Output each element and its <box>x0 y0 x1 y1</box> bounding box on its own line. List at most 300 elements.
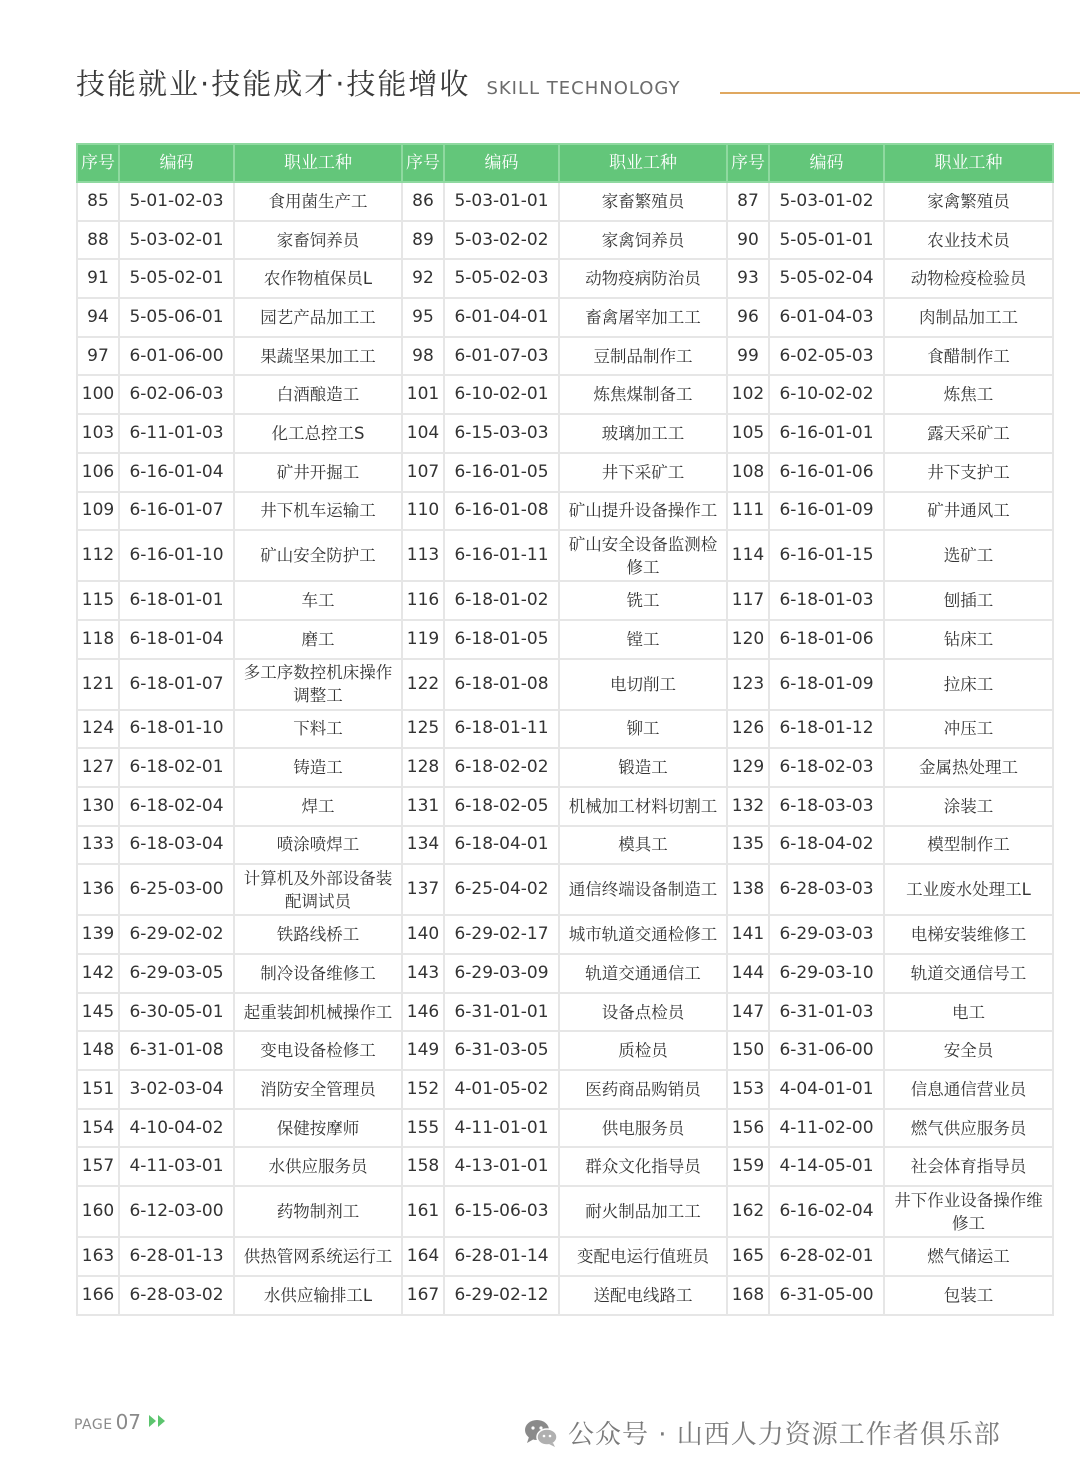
table-row <box>77 581 1053 620</box>
cell-occupation: 喷涂喷焊工 <box>234 826 402 865</box>
cell-code: 6-16-01-07 <box>119 492 234 531</box>
page-indicator <box>74 1410 169 1434</box>
cell-occupation: 白酒酿造工 <box>234 375 402 414</box>
cell-code: 6-31-01-03 <box>769 993 884 1032</box>
cell-seq: 160 <box>77 1186 119 1237</box>
table-row <box>77 620 1053 659</box>
cell-seq: 159 <box>727 1147 769 1186</box>
cell-seq: 144 <box>727 954 769 993</box>
cell-occupation: 磨工 <box>234 620 402 659</box>
cell-code: 6-29-03-10 <box>769 954 884 993</box>
cell-occupation: 食醋制作工 <box>884 337 1053 376</box>
cell-occupation: 冲压工 <box>884 710 1053 749</box>
cell-occupation: 矿井开掘工 <box>234 453 402 492</box>
cell-occupation: 信息通信营业员 <box>884 1070 1053 1109</box>
cell-occupation: 涂装工 <box>884 787 1053 826</box>
table-row <box>77 710 1053 749</box>
table-row <box>77 259 1053 298</box>
table-row <box>77 826 1053 865</box>
cell-seq: 119 <box>402 620 444 659</box>
cell-seq: 152 <box>402 1070 444 1109</box>
table-row <box>77 1109 1053 1148</box>
column-header: 序号 <box>727 144 769 182</box>
column-header: 编码 <box>444 144 559 182</box>
cell-seq: 141 <box>727 915 769 954</box>
cell-occupation: 果蔬坚果加工工 <box>234 337 402 376</box>
cell-seq: 133 <box>77 826 119 865</box>
watermark <box>524 1414 1001 1451</box>
cell-code: 6-18-01-01 <box>119 581 234 620</box>
cell-seq: 123 <box>727 659 769 710</box>
cell-occupation: 送配电线路工 <box>559 1276 727 1315</box>
column-header: 职业工种 <box>559 144 727 182</box>
cell-seq: 95 <box>402 298 444 337</box>
column-header: 序号 <box>77 144 119 182</box>
cell-occupation: 燃气储运工 <box>884 1237 1053 1276</box>
cell-code: 6-28-03-03 <box>769 864 884 915</box>
cell-code: 5-01-02-03 <box>119 182 234 221</box>
cell-code: 5-05-06-01 <box>119 298 234 337</box>
cell-occupation: 玻璃加工工 <box>559 414 727 453</box>
cell-code: 6-28-02-01 <box>769 1237 884 1276</box>
cell-occupation: 计算机及外部设备装配调试员 <box>234 864 402 915</box>
cell-code: 6-18-01-06 <box>769 620 884 659</box>
cell-occupation: 豆制品制作工 <box>559 337 727 376</box>
page-number: 07 <box>115 1410 142 1434</box>
column-header: 编码 <box>119 144 234 182</box>
cell-code: 4-11-02-00 <box>769 1109 884 1148</box>
cell-code: 6-31-01-08 <box>119 1031 234 1070</box>
cell-code: 6-29-02-02 <box>119 915 234 954</box>
table-row <box>77 375 1053 414</box>
cell-occupation: 通信终端设备制造工 <box>559 864 727 915</box>
cell-occupation: 锻造工 <box>559 748 727 787</box>
cell-seq: 86 <box>402 182 444 221</box>
cell-occupation: 铁路线桥工 <box>234 915 402 954</box>
cell-code: 6-01-04-01 <box>444 298 559 337</box>
cell-seq: 165 <box>727 1237 769 1276</box>
cell-occupation: 露天采矿工 <box>884 414 1053 453</box>
cell-code: 5-05-02-01 <box>119 259 234 298</box>
cell-seq: 93 <box>727 259 769 298</box>
table-row <box>77 414 1053 453</box>
cell-occupation: 家禽繁殖员 <box>884 182 1053 221</box>
cell-seq: 138 <box>727 864 769 915</box>
cell-seq: 161 <box>402 1186 444 1237</box>
cell-occupation: 工业废水处理工L <box>884 864 1053 915</box>
cell-seq: 112 <box>77 530 119 581</box>
cell-occupation: 水供应服务员 <box>234 1147 402 1186</box>
cell-occupation: 机械加工材料切割工 <box>559 787 727 826</box>
cell-code: 5-05-02-04 <box>769 259 884 298</box>
cell-occupation: 动物检疫检验员 <box>884 259 1053 298</box>
header-divider <box>720 92 1080 94</box>
cell-code: 6-18-03-03 <box>769 787 884 826</box>
cell-occupation: 电工 <box>884 993 1053 1032</box>
cell-occupation: 社会体育指导员 <box>884 1147 1053 1186</box>
cell-seq: 134 <box>402 826 444 865</box>
header-title: 技能就业·技能成才·技能增收 <box>76 67 471 101</box>
cell-code: 6-16-01-08 <box>444 492 559 531</box>
cell-code: 6-01-06-00 <box>119 337 234 376</box>
table-row <box>77 748 1053 787</box>
cell-seq: 130 <box>77 787 119 826</box>
cell-seq: 139 <box>77 915 119 954</box>
cell-seq: 122 <box>402 659 444 710</box>
cell-code: 6-18-03-04 <box>119 826 234 865</box>
cell-code: 6-02-05-03 <box>769 337 884 376</box>
cell-code: 5-03-01-02 <box>769 182 884 221</box>
cell-seq: 118 <box>77 620 119 659</box>
cell-code: 6-31-05-00 <box>769 1276 884 1315</box>
cell-seq: 128 <box>402 748 444 787</box>
cell-seq: 146 <box>402 993 444 1032</box>
table-row <box>77 337 1053 376</box>
cell-seq: 115 <box>77 581 119 620</box>
cell-code: 6-18-04-01 <box>444 826 559 865</box>
table-row <box>77 530 1053 581</box>
cell-seq: 97 <box>77 337 119 376</box>
cell-seq: 99 <box>727 337 769 376</box>
cell-seq: 87 <box>727 182 769 221</box>
cell-code: 6-18-01-10 <box>119 710 234 749</box>
cell-occupation: 选矿工 <box>884 530 1053 581</box>
cell-code: 6-18-01-07 <box>119 659 234 710</box>
cell-seq: 137 <box>402 864 444 915</box>
cell-seq: 166 <box>77 1276 119 1315</box>
cell-seq: 105 <box>727 414 769 453</box>
cell-code: 5-05-02-03 <box>444 259 559 298</box>
cell-seq: 85 <box>77 182 119 221</box>
table-row <box>77 298 1053 337</box>
cell-occupation: 设备点检员 <box>559 993 727 1032</box>
cell-code: 6-29-02-17 <box>444 915 559 954</box>
cell-occupation: 燃气供应服务员 <box>884 1109 1053 1148</box>
cell-seq: 106 <box>77 453 119 492</box>
cell-occupation: 下料工 <box>234 710 402 749</box>
cell-seq: 164 <box>402 1237 444 1276</box>
cell-occupation: 车工 <box>234 581 402 620</box>
cell-code: 4-10-04-02 <box>119 1109 234 1148</box>
cell-occupation: 镗工 <box>559 620 727 659</box>
cell-occupation: 变电设备检修工 <box>234 1031 402 1070</box>
table-row <box>77 1031 1053 1070</box>
cell-occupation: 矿山安全防护工 <box>234 530 402 581</box>
cell-seq: 91 <box>77 259 119 298</box>
table-row <box>77 453 1053 492</box>
cell-seq: 162 <box>727 1186 769 1237</box>
cell-code: 6-29-03-03 <box>769 915 884 954</box>
cell-occupation: 水供应输排工L <box>234 1276 402 1315</box>
cell-occupation: 保健按摩师 <box>234 1109 402 1148</box>
cell-code: 6-28-01-13 <box>119 1237 234 1276</box>
cell-seq: 108 <box>727 453 769 492</box>
cell-seq: 158 <box>402 1147 444 1186</box>
cell-occupation: 模具工 <box>559 826 727 865</box>
cell-code: 6-16-01-05 <box>444 453 559 492</box>
table-row <box>77 1237 1053 1276</box>
cell-occupation: 变配电运行值班员 <box>559 1237 727 1276</box>
cell-occupation: 药物制剂工 <box>234 1186 402 1237</box>
cell-occupation: 包装工 <box>884 1276 1053 1315</box>
cell-code: 6-28-01-14 <box>444 1237 559 1276</box>
cell-occupation: 农作物植保员L <box>234 259 402 298</box>
cell-code: 6-18-01-08 <box>444 659 559 710</box>
page-label: PAGE <box>74 1417 113 1433</box>
cell-occupation: 消防安全管理员 <box>234 1070 402 1109</box>
cell-seq: 155 <box>402 1109 444 1148</box>
cell-occupation: 铣工 <box>559 581 727 620</box>
table-row <box>77 915 1053 954</box>
cell-code: 6-18-02-02 <box>444 748 559 787</box>
column-header: 序号 <box>402 144 444 182</box>
cell-seq: 110 <box>402 492 444 531</box>
cell-code: 6-18-01-12 <box>769 710 884 749</box>
watermark-text: 公众号 · 山西人力资源工作者俱乐部 <box>568 1420 1001 1450</box>
cell-seq: 114 <box>727 530 769 581</box>
cell-seq: 101 <box>402 375 444 414</box>
column-header: 编码 <box>769 144 884 182</box>
cell-code: 6-18-01-04 <box>119 620 234 659</box>
table-row <box>77 182 1053 221</box>
cell-occupation: 炼焦煤制备工 <box>559 375 727 414</box>
cell-seq: 126 <box>727 710 769 749</box>
cell-occupation: 刨插工 <box>884 581 1053 620</box>
cell-seq: 167 <box>402 1276 444 1315</box>
cell-seq: 150 <box>727 1031 769 1070</box>
cell-code: 3-02-03-04 <box>119 1070 234 1109</box>
cell-code: 6-25-04-02 <box>444 864 559 915</box>
cell-occupation: 钻床工 <box>884 620 1053 659</box>
cell-occupation: 群众文化指导员 <box>559 1147 727 1186</box>
cell-seq: 168 <box>727 1276 769 1315</box>
cell-occupation: 质检员 <box>559 1031 727 1070</box>
cell-occupation: 矿井通风工 <box>884 492 1053 531</box>
column-header: 职业工种 <box>884 144 1053 182</box>
cell-code: 6-29-03-05 <box>119 954 234 993</box>
cell-code: 6-29-02-12 <box>444 1276 559 1315</box>
cell-occupation: 家禽饲养员 <box>559 221 727 260</box>
cell-code: 6-31-03-05 <box>444 1031 559 1070</box>
double-arrow-icon <box>147 1413 169 1433</box>
table-row <box>77 1070 1053 1109</box>
cell-code: 6-10-02-01 <box>444 375 559 414</box>
cell-seq: 142 <box>77 954 119 993</box>
cell-seq: 151 <box>77 1070 119 1109</box>
cell-code: 6-15-06-03 <box>444 1186 559 1237</box>
cell-seq: 124 <box>77 710 119 749</box>
cell-seq: 94 <box>77 298 119 337</box>
page-header <box>76 62 680 102</box>
cell-occupation: 供热管网系统运行工 <box>234 1237 402 1276</box>
cell-seq: 98 <box>402 337 444 376</box>
table-row <box>77 1276 1053 1315</box>
cell-occupation: 动物疫病防治员 <box>559 259 727 298</box>
cell-seq: 135 <box>727 826 769 865</box>
cell-seq: 145 <box>77 993 119 1032</box>
cell-code: 6-28-03-02 <box>119 1276 234 1315</box>
cell-occupation: 焊工 <box>234 787 402 826</box>
column-header: 职业工种 <box>234 144 402 182</box>
cell-occupation: 井下机车运输工 <box>234 492 402 531</box>
cell-code: 5-05-01-01 <box>769 221 884 260</box>
cell-seq: 140 <box>402 915 444 954</box>
cell-seq: 113 <box>402 530 444 581</box>
cell-code: 6-12-03-00 <box>119 1186 234 1237</box>
cell-occupation: 化工总控工S <box>234 414 402 453</box>
cell-code: 6-16-01-10 <box>119 530 234 581</box>
cell-code: 6-15-03-03 <box>444 414 559 453</box>
table-body <box>77 182 1053 1315</box>
cell-occupation: 农业技术员 <box>884 221 1053 260</box>
cell-occupation: 园艺产品加工工 <box>234 298 402 337</box>
cell-code: 6-31-01-01 <box>444 993 559 1032</box>
cell-code: 6-25-03-00 <box>119 864 234 915</box>
cell-occupation: 金属热处理工 <box>884 748 1053 787</box>
cell-occupation: 起重装卸机械操作工 <box>234 993 402 1032</box>
cell-code: 6-18-01-09 <box>769 659 884 710</box>
cell-occupation: 畜禽屠宰加工工 <box>559 298 727 337</box>
cell-occupation: 炼焦工 <box>884 375 1053 414</box>
cell-occupation: 城市轨道交通检修工 <box>559 915 727 954</box>
table-header-row <box>77 144 1053 182</box>
occupation-table <box>76 143 1054 1316</box>
cell-code: 6-16-01-11 <box>444 530 559 581</box>
cell-occupation: 铸造工 <box>234 748 402 787</box>
cell-occupation: 电切削工 <box>559 659 727 710</box>
cell-occupation: 安全员 <box>884 1031 1053 1070</box>
table-row <box>77 993 1053 1032</box>
cell-code: 6-18-02-04 <box>119 787 234 826</box>
cell-seq: 131 <box>402 787 444 826</box>
cell-seq: 156 <box>727 1109 769 1148</box>
cell-seq: 102 <box>727 375 769 414</box>
cell-seq: 163 <box>77 1237 119 1276</box>
cell-occupation: 家畜繁殖员 <box>559 182 727 221</box>
cell-occupation: 医药商品购销员 <box>559 1070 727 1109</box>
cell-code: 6-18-04-02 <box>769 826 884 865</box>
cell-code: 6-30-05-01 <box>119 993 234 1032</box>
table-row <box>77 954 1053 993</box>
cell-seq: 120 <box>727 620 769 659</box>
table-row <box>77 1147 1053 1186</box>
cell-seq: 96 <box>727 298 769 337</box>
cell-seq: 111 <box>727 492 769 531</box>
cell-occupation: 铆工 <box>559 710 727 749</box>
cell-seq: 90 <box>727 221 769 260</box>
cell-occupation: 电梯安装维修工 <box>884 915 1053 954</box>
cell-seq: 153 <box>727 1070 769 1109</box>
cell-code: 6-31-06-00 <box>769 1031 884 1070</box>
cell-code: 6-01-07-03 <box>444 337 559 376</box>
cell-code: 4-14-05-01 <box>769 1147 884 1186</box>
cell-occupation: 食用菌生产工 <box>234 182 402 221</box>
cell-seq: 147 <box>727 993 769 1032</box>
cell-seq: 148 <box>77 1031 119 1070</box>
table-row <box>77 864 1053 915</box>
cell-seq: 100 <box>77 375 119 414</box>
cell-occupation: 肉制品加工工 <box>884 298 1053 337</box>
cell-occupation: 轨道交通通信工 <box>559 954 727 993</box>
cell-code: 6-18-01-02 <box>444 581 559 620</box>
cell-seq: 157 <box>77 1147 119 1186</box>
cell-code: 6-01-04-03 <box>769 298 884 337</box>
cell-occupation: 制冷设备维修工 <box>234 954 402 993</box>
cell-code: 4-11-03-01 <box>119 1147 234 1186</box>
cell-code: 6-16-01-09 <box>769 492 884 531</box>
cell-seq: 89 <box>402 221 444 260</box>
cell-occupation: 井下作业设备操作维修工 <box>884 1186 1053 1237</box>
cell-seq: 117 <box>727 581 769 620</box>
cell-code: 4-04-01-01 <box>769 1070 884 1109</box>
cell-occupation: 模型制作工 <box>884 826 1053 865</box>
cell-code: 6-18-01-11 <box>444 710 559 749</box>
cell-seq: 92 <box>402 259 444 298</box>
cell-code: 6-29-03-09 <box>444 954 559 993</box>
cell-code: 6-16-01-04 <box>119 453 234 492</box>
cell-code: 5-03-01-01 <box>444 182 559 221</box>
cell-code: 6-16-01-06 <box>769 453 884 492</box>
cell-code: 6-18-02-01 <box>119 748 234 787</box>
cell-code: 4-11-01-01 <box>444 1109 559 1148</box>
cell-seq: 116 <box>402 581 444 620</box>
cell-code: 6-16-01-15 <box>769 530 884 581</box>
cell-occupation: 井下采矿工 <box>559 453 727 492</box>
cell-code: 4-01-05-02 <box>444 1070 559 1109</box>
cell-code: 5-03-02-01 <box>119 221 234 260</box>
occupation-table-container <box>76 143 1052 1316</box>
cell-seq: 121 <box>77 659 119 710</box>
header-subtitle: SKILL TECHNOLOGY <box>486 78 681 99</box>
cell-code: 6-18-01-03 <box>769 581 884 620</box>
table-row <box>77 492 1053 531</box>
cell-occupation: 矿山安全设备监测检修工 <box>559 530 727 581</box>
cell-occupation: 矿山提升设备操作工 <box>559 492 727 531</box>
cell-seq: 154 <box>77 1109 119 1148</box>
cell-seq: 88 <box>77 221 119 260</box>
cell-seq: 103 <box>77 414 119 453</box>
cell-code: 5-03-02-02 <box>444 221 559 260</box>
cell-seq: 104 <box>402 414 444 453</box>
cell-seq: 136 <box>77 864 119 915</box>
cell-occupation: 耐火制品加工工 <box>559 1186 727 1237</box>
cell-occupation: 供电服务员 <box>559 1109 727 1148</box>
cell-code: 6-18-02-03 <box>769 748 884 787</box>
cell-seq: 129 <box>727 748 769 787</box>
table-row <box>77 787 1053 826</box>
cell-code: 6-16-02-04 <box>769 1186 884 1237</box>
cell-seq: 127 <box>77 748 119 787</box>
cell-occupation: 拉床工 <box>884 659 1053 710</box>
cell-code: 6-18-01-05 <box>444 620 559 659</box>
cell-seq: 125 <box>402 710 444 749</box>
cell-code: 6-18-02-05 <box>444 787 559 826</box>
cell-seq: 132 <box>727 787 769 826</box>
table-row <box>77 1186 1053 1237</box>
table-row <box>77 659 1053 710</box>
cell-occupation: 多工序数控机床操作调整工 <box>234 659 402 710</box>
cell-occupation: 轨道交通信号工 <box>884 954 1053 993</box>
cell-code: 6-16-01-01 <box>769 414 884 453</box>
cell-seq: 143 <box>402 954 444 993</box>
cell-code: 6-10-02-02 <box>769 375 884 414</box>
cell-occupation: 家畜饲养员 <box>234 221 402 260</box>
wechat-icon <box>524 1418 558 1448</box>
cell-seq: 107 <box>402 453 444 492</box>
cell-seq: 109 <box>77 492 119 531</box>
table-row <box>77 221 1053 260</box>
cell-occupation: 井下支护工 <box>884 453 1053 492</box>
